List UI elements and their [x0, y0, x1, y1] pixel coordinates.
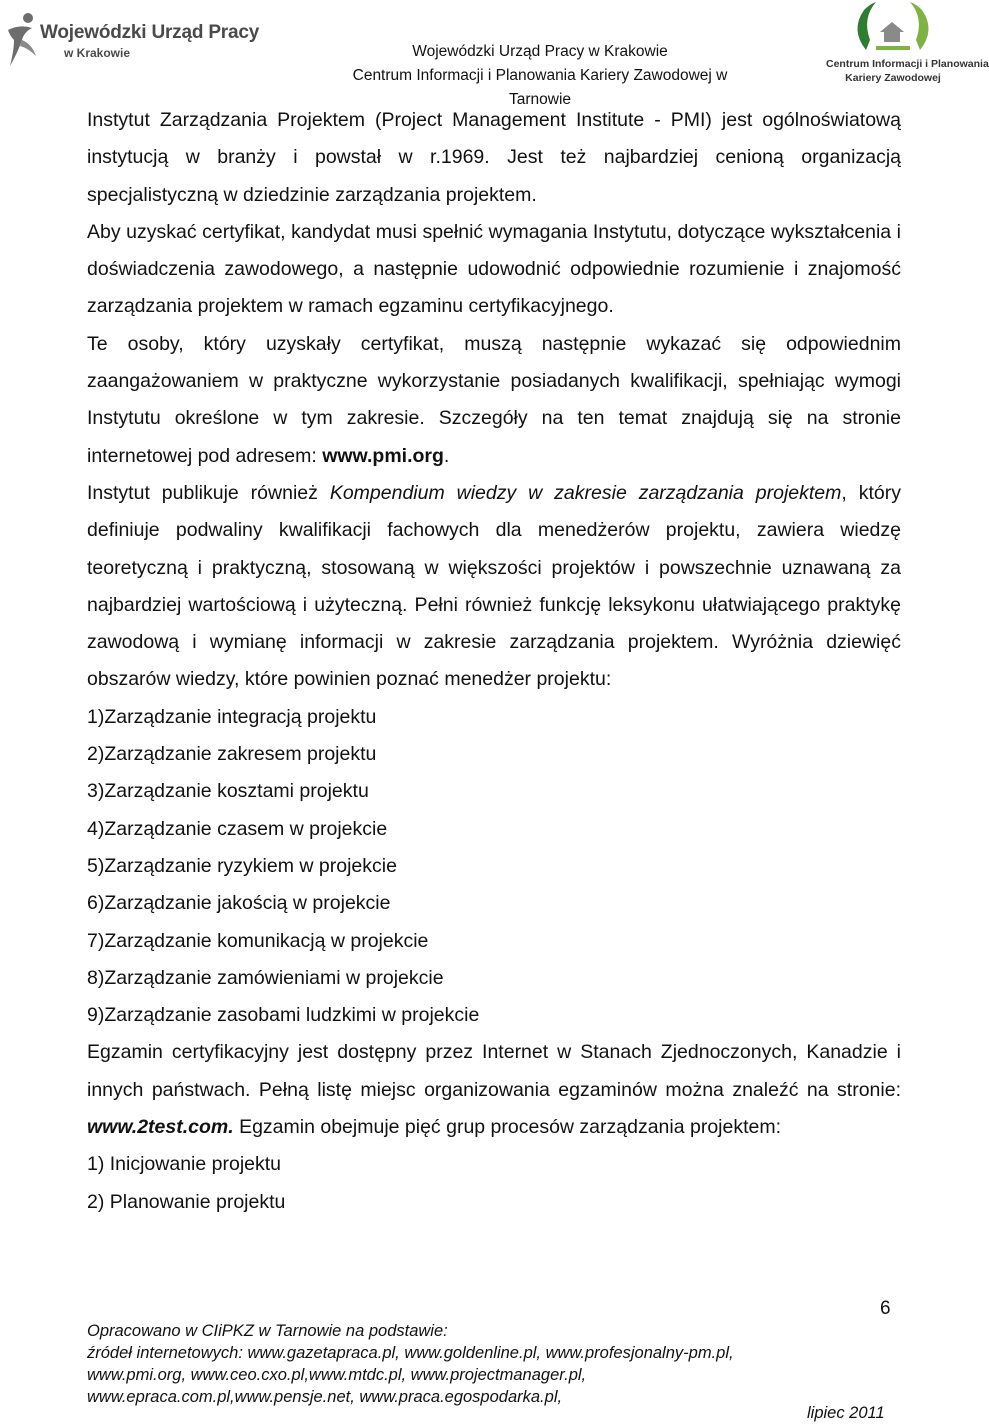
2test-link[interactable]: www.2test.com.: [87, 1116, 234, 1139]
paragraph-pmbok: [87, 475, 901, 699]
paragraph-exam-text: Egzamin certyfikacyjny jest dostępny przez Internet w Stanach Zjednoczonych, Kanadzie i innych państwach. Pełną listę miejsc organizowania egzaminów można znaleźć na stronie:: [87, 1041, 901, 1101]
wup-logo-subtitle: w Krakowie: [64, 46, 131, 60]
knowledge-area-item: 9)Zarządzanie zasobami ludzkimi w projekcie: [87, 1004, 480, 1027]
paragraph-certified-persons: [87, 326, 901, 475]
paragraph-certification: Aby uzyskać certyfikat, kandydat musi spełnić wymagania Instytutu, dotyczące wykształcenia i doświadczenia zawodowego, a następnie udowodnić odpowiednie rozumienie i znajomość zarządzania projektem w ramach egzaminu certyfikacyjnego.: [87, 220, 901, 318]
pmi-link[interactable]: www.pmi.org: [322, 444, 444, 467]
paragraph-pmbok-start: Instytut publikuje również: [87, 481, 330, 504]
process-group-item: 1) Inicjowanie projektu: [87, 1153, 282, 1176]
document-body: [87, 102, 901, 1221]
knowledge-area-item: 3)Zarządzanie kosztami projektu: [87, 780, 369, 803]
footer-line-1: Opracowano w CIiPKZ w Tarnowie na podstawie:: [87, 1322, 448, 1340]
process-group-item: 2) Planowanie projektu: [87, 1190, 286, 1213]
paragraph-pmbok-rest: , który definiuje podwaliny kwalifikacji fachowych dla menedżerów projektu, zawiera wiedzę teoretyczną i praktyczną, stosowaną w większości projektów i powszechnie uznawaną za najbardziej wartościową i użyteczną. Pełni również funkcję leksykonu ułatwiającego praktykę zawodową i wymianę informacji w zakresie zarządzania projektem. Wyróżnia dziewięć obszarów wiedzy, które powinien poznać menedżer projektu:: [87, 481, 902, 691]
header-line-2: Centrum Informacji i Planowania Kariery Zawodowej w Tarnowie: [352, 67, 728, 108]
knowledge-area-item: 2)Zarządzanie zakresem projektu: [87, 743, 377, 766]
page-footer: [87, 1320, 901, 1422]
knowledge-area-item: 8)Zarządzanie zamówieniami w projekcie: [87, 966, 444, 989]
pmbok-title: Kompendium wiedzy w zakresie zarządzania projektem: [329, 481, 842, 504]
footer-line-3: www.pmi.org, www.ceo.cxo.pl,www.mtdc.pl, www.projectmanager.pl,: [87, 1366, 587, 1384]
ciipkz-logo-line-1: Centrum Informacji i Planowania: [826, 58, 989, 70]
ciipkz-logo: [826, 0, 989, 92]
paragraph-certified-persons-end: .: [443, 444, 450, 467]
header-line-1: Wojewódzki Urząd Pracy w Krakowie: [412, 43, 668, 60]
paragraph-certified-persons-text: Te osoby, który uzyskały certyfikat, muszą następnie wykazać się odpowiednim zaangażowaniem w praktyczne wykorzystanie posiadanych kwalifikacji, spełniając wymogi Instytutu określone w tym zakresie. Szczegóły na ten temat znajdują się na stronie internetowej pod adresem:: [87, 332, 901, 467]
paragraph-pmi-intro: Instytut Zarządzania Projektem (Project Management Institute - PMI) jest ogólnoświatową instytucją w branży i powstał w r.1969. Jest też najbardziej cenioną organizacją specjalistyczną w dziedzinie zarządzania projektem.: [87, 109, 901, 206]
knowledge-area-item: 1)Zarządzanie integracją projektu: [87, 705, 377, 728]
knowledge-area-item: 4)Zarządzanie czasem w projekcie: [87, 817, 388, 840]
footer-line-2: źródeł internetowych: www.gazetapraca.pl, www.goldenline.pl, www.profesjonalny-pm.pl,: [87, 1344, 734, 1362]
knowledge-area-item: 6)Zarządzanie jakością w projekcie: [87, 892, 391, 915]
footer-line-4: www.epraca.com.pl,www.pensje.net, www.praca.egospodarka.pl,: [87, 1388, 563, 1406]
ciipkz-logo-icon: [836, 0, 950, 58]
wup-logo: [2, 8, 260, 70]
wup-logo-icon: [2, 10, 42, 70]
paragraph-exam: [87, 1034, 901, 1146]
page-number: 6: [880, 1298, 891, 1319]
wup-logo-title: Wojewódzki Urząd Pracy: [40, 22, 260, 43]
page-header: [0, 0, 989, 108]
paragraph-exam-rest: Egzamin obejmuje pięć grup procesów zarządzania projektem:: [233, 1116, 782, 1139]
footer-date: lipiec 2011: [807, 1404, 885, 1422]
knowledge-area-item: 7)Zarządzanie komunikacją w projekcie: [87, 929, 429, 952]
knowledge-area-item: 5)Zarządzanie ryzykiem w projekcie: [87, 854, 397, 877]
ciipkz-logo-line-2: Kariery Zawodowej: [845, 72, 941, 84]
